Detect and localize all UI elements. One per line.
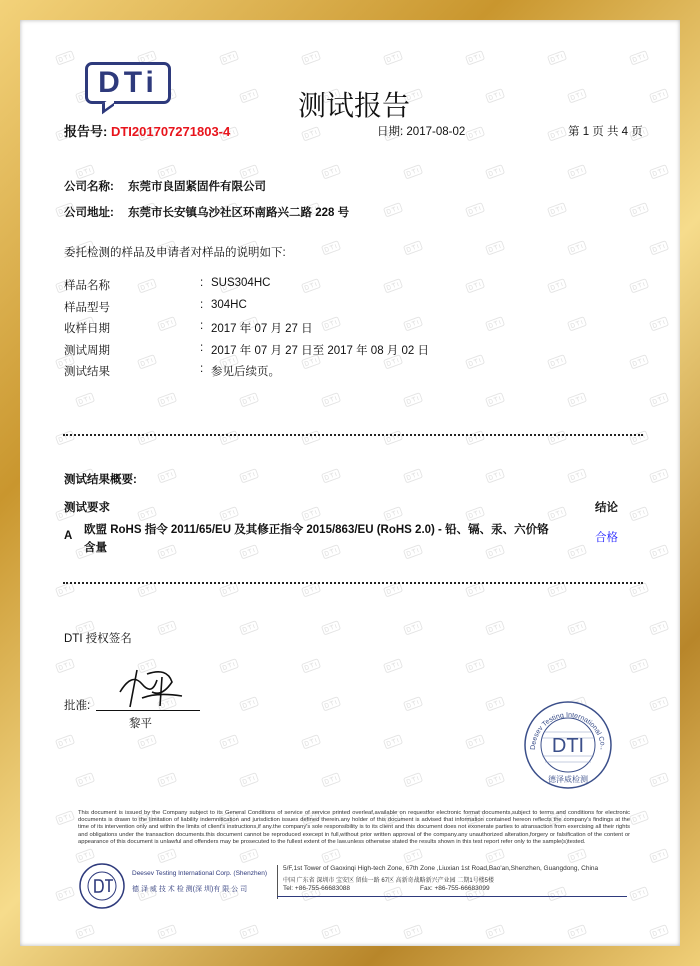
divider [63,582,643,584]
watermark-icon [402,617,422,633]
sample-value: SUS304HC [211,277,271,289]
watermark-icon [484,161,504,177]
watermark-icon [156,845,176,861]
watermark-icon [74,769,94,785]
watermark-icon [546,275,566,291]
logo-text: DTi [98,66,158,99]
row-requirement-line1: 欧盟 RoHS 指令 2011/65/EU 及其修正指令 2015/863/EU (RoHS 2.0) - 铅、镉、汞、六价铬 [84,524,549,536]
watermark-icon [402,237,422,253]
watermark-icon [238,921,258,937]
watermark-icon [402,389,422,405]
watermark-icon [566,85,586,101]
watermark-icon [484,389,504,405]
watermark-icon [382,199,402,215]
footer-company-en: Deesev Testing International Corp. (Shenzhen) [132,870,268,877]
watermark-icon [300,655,320,671]
watermark-icon [566,465,586,481]
watermark-icon [238,769,258,785]
sample-colon: : [200,277,204,289]
watermark-icon [136,731,156,747]
stamp-center: DTI [551,735,585,757]
watermark-icon [484,85,504,101]
page-info: 第 1 页 共 4 页 [568,126,643,138]
watermark-icon [402,921,422,937]
watermark-icon [402,313,422,329]
watermark-icon [54,883,74,899]
sample-label: 收样日期 [64,323,110,335]
watermark-icon [566,921,586,937]
watermark-icon [464,351,484,367]
watermark-icon [156,921,176,937]
sample-colon: : [200,341,204,354]
page-title: 测试报告 [298,89,411,122]
watermark-icon [54,731,74,747]
sample-label: 测试结果 [64,366,110,378]
watermark-icon [320,845,340,861]
watermark-icon [74,921,94,937]
watermark-icon [320,693,340,709]
approve-label: 批准: [64,700,91,712]
footer-tel: Tel: +86-755-66683088 [283,885,351,892]
requirement-header: 测试要求 [64,502,110,514]
row-result: 合格 [595,532,618,544]
handwritten-signature [112,662,192,710]
watermark-icon [546,47,566,63]
result-header: 结论 [595,502,618,514]
footer-company-cn: 德 泽 威 技 术 检 测(深 圳)有 限 公 司 [132,886,248,893]
watermark-icon [484,845,504,861]
watermark-icon [320,465,340,481]
watermark-icon [648,921,668,937]
watermark-icon [320,921,340,937]
watermark-icon [156,617,176,633]
company-address-label: 公司地址: [64,207,114,219]
watermark-icon [238,541,258,557]
watermark-icon [218,47,238,63]
watermark-icon [628,47,648,63]
report-number-value: DTI201707271803-4 [110,124,231,139]
watermark-icon [238,617,258,633]
watermark-icon [156,465,176,481]
divider [63,434,643,436]
sample-colon: : [200,298,204,311]
watermark-icon [320,541,340,557]
watermark-icon [546,123,566,139]
summary-title: 测试结果概要: [64,474,137,486]
watermark-icon [382,47,402,63]
watermark-icon [156,389,176,405]
watermark-icon [648,769,668,785]
stamp-text-en: Deesev Testing International Co., [529,711,607,751]
watermark-icon [546,351,566,367]
sample-label: 样品型号 [64,301,110,314]
footer-rule [277,896,627,897]
watermark-icon [484,237,504,253]
watermark-icon [566,237,586,253]
watermark-icon [156,541,176,557]
sample-label: 样品名称 [64,280,110,292]
watermark-icon [546,199,566,215]
watermark-icon [402,465,422,481]
watermark-icon [300,731,320,747]
dti-logo [85,62,171,104]
watermark-icon [320,769,340,785]
watermark-icon [402,693,422,709]
watermark-icon [320,313,340,329]
date-label: 日期: [377,126,404,138]
report-page [20,20,680,946]
watermark-icon [628,199,648,215]
footer-address-en: 5/F,1st Tower of Gaoxinqi High-tech Zone, 67th Zone ,Liuxian 1st Road,Bao'an,Shenzhen, Guangdong, China [283,865,599,872]
watermark-icon [136,275,156,291]
watermark-icon [156,313,176,329]
watermark-icon [218,503,238,519]
sample-label: 测试周期 [64,344,110,357]
disclaimer: This document is issued by the Company subject to its General Conditions of service of service printed overleaf,available on requestfor electronic format documents,subject to terms and conditions for electronic documents is drawn to the limitation of liability indemnitication and jurisdiction issues defined therein.any holder of this document is advised that information contained hereon reflects the company's findings at the time of its intervention only and within the limits of client's instructions,if any.the company's sole responsibility is to its client and this document does not exonerate parties to atransaction from exercising all their rights and obligations under the transaction documents.this document cannot be reproduced execept in full,without prior written approval of the company.any unauthorized alteration,forgery or falsification of the content or appearance of this document is unlawful and offenders may be prosecuted to the fullest extent of the law.unless otherwise stated the results shown in this test report refer only to the sample(s)tested. [78,810,630,845]
company-address: 东莞市长安镇乌沙社区环南路兴二路 228 号 [128,207,350,219]
watermark-icon [648,85,668,101]
intro-text: 委托检测的样品及申请者对样品的说明如下: [64,247,286,259]
watermark-icon [648,161,668,177]
watermark-icon [546,503,566,519]
watermark-icon [238,389,258,405]
watermark-icon [74,161,94,177]
watermark-icon [320,161,340,177]
watermark-icon [54,807,74,823]
watermark-icon [648,237,668,253]
company-name-label: 公司名称: [64,181,114,193]
watermark-icon [648,389,668,405]
watermark-icon [136,503,156,519]
watermark-icon [484,921,504,937]
watermark-icon [484,693,504,709]
watermark-icon [238,161,258,177]
sample-colon: : [200,363,204,375]
watermark-icon [238,845,258,861]
watermark-icon [464,731,484,747]
watermark-icon [238,693,258,709]
watermark-icon [464,199,484,215]
stamp-text-cn: 德泽威检测 [548,775,588,784]
watermark-icon [156,769,176,785]
watermark-icon [300,123,320,139]
watermark-icon [402,541,422,557]
watermark-icon [74,845,94,861]
sample-value: 参见后续页。 [211,366,280,378]
watermark-icon [402,161,422,177]
watermark-icon [136,47,156,63]
sample-colon: : [200,320,204,332]
watermark-icon [628,655,648,671]
watermark-icon [74,389,94,405]
row-id: A [64,530,73,542]
watermark-icon [54,655,74,671]
watermark-icon [484,313,504,329]
watermark-icon [566,617,586,633]
watermark-icon [218,655,238,671]
watermark-icon [648,617,668,633]
date-value: 2017-08-02 [406,126,466,138]
watermark-icon [156,161,176,177]
sample-value: 2017 年 07 月 27 日 [211,323,313,335]
watermark-icon [464,655,484,671]
watermark-icon [566,541,586,557]
report-date [377,123,465,139]
watermark-icon [300,503,320,519]
watermark-icon [484,769,504,785]
watermark-icon [484,541,504,557]
watermark-icon [628,883,648,899]
watermark-icon [238,465,258,481]
signature-title: DTI 授权签名 [64,633,132,645]
report-number-label: 报告号: [64,124,108,139]
watermark-icon [464,123,484,139]
signature-line [96,710,200,711]
watermark-icon [628,807,648,823]
watermark-icon [566,389,586,405]
watermark-icon [648,541,668,557]
watermark-icon [402,769,422,785]
watermark-icon [628,503,648,519]
watermark-icon [320,389,340,405]
report-number [64,121,230,140]
row-requirement-line2: 含量 [84,542,107,554]
watermark-icon [300,275,320,291]
footer-fax: Fax: +86-755-66683099 [420,885,490,892]
watermark-icon [382,275,402,291]
watermark-icon [136,351,156,367]
watermark-icon [464,47,484,63]
watermark-icon [238,85,258,101]
watermark-icon [628,351,648,367]
watermark-icon [402,845,422,861]
watermark-icon [484,465,504,481]
signer-name: 黎平 [129,718,152,730]
company-stamp [523,700,613,790]
watermark-icon [566,845,586,861]
watermark-icon [54,47,74,63]
watermark-icon [628,731,648,747]
watermark-icon [648,313,668,329]
watermark-icon [382,503,402,519]
watermark-icon [320,617,340,633]
watermark-icon [546,655,566,671]
watermark-icon [382,655,402,671]
watermark-icon [648,465,668,481]
watermark-icon [628,275,648,291]
watermark-icon [218,731,238,747]
company-name: 东莞市良固紧固件有限公司 [128,181,266,193]
watermark-icon [484,617,504,633]
footer-seal-logo [78,862,126,910]
watermark-icon [566,161,586,177]
watermark-icon [320,237,340,253]
watermark-icon [566,313,586,329]
footer-address-cn: 中国 广东省 深圳市 宝安区 留仙一路 67区 高新奇战略新兴产业园 二期1号楼5楼 [283,878,495,884]
watermark-icon [382,731,402,747]
watermark-icon [648,693,668,709]
footer-separator [277,865,278,899]
watermark-icon [648,845,668,861]
sample-value: 2017 年 07 月 27 日至 2017 年 08 月 02 日 [211,344,429,357]
sample-value: 304HC [211,298,247,311]
watermark-icon [464,275,484,291]
watermark-icon [464,503,484,519]
watermark-icon [300,47,320,63]
